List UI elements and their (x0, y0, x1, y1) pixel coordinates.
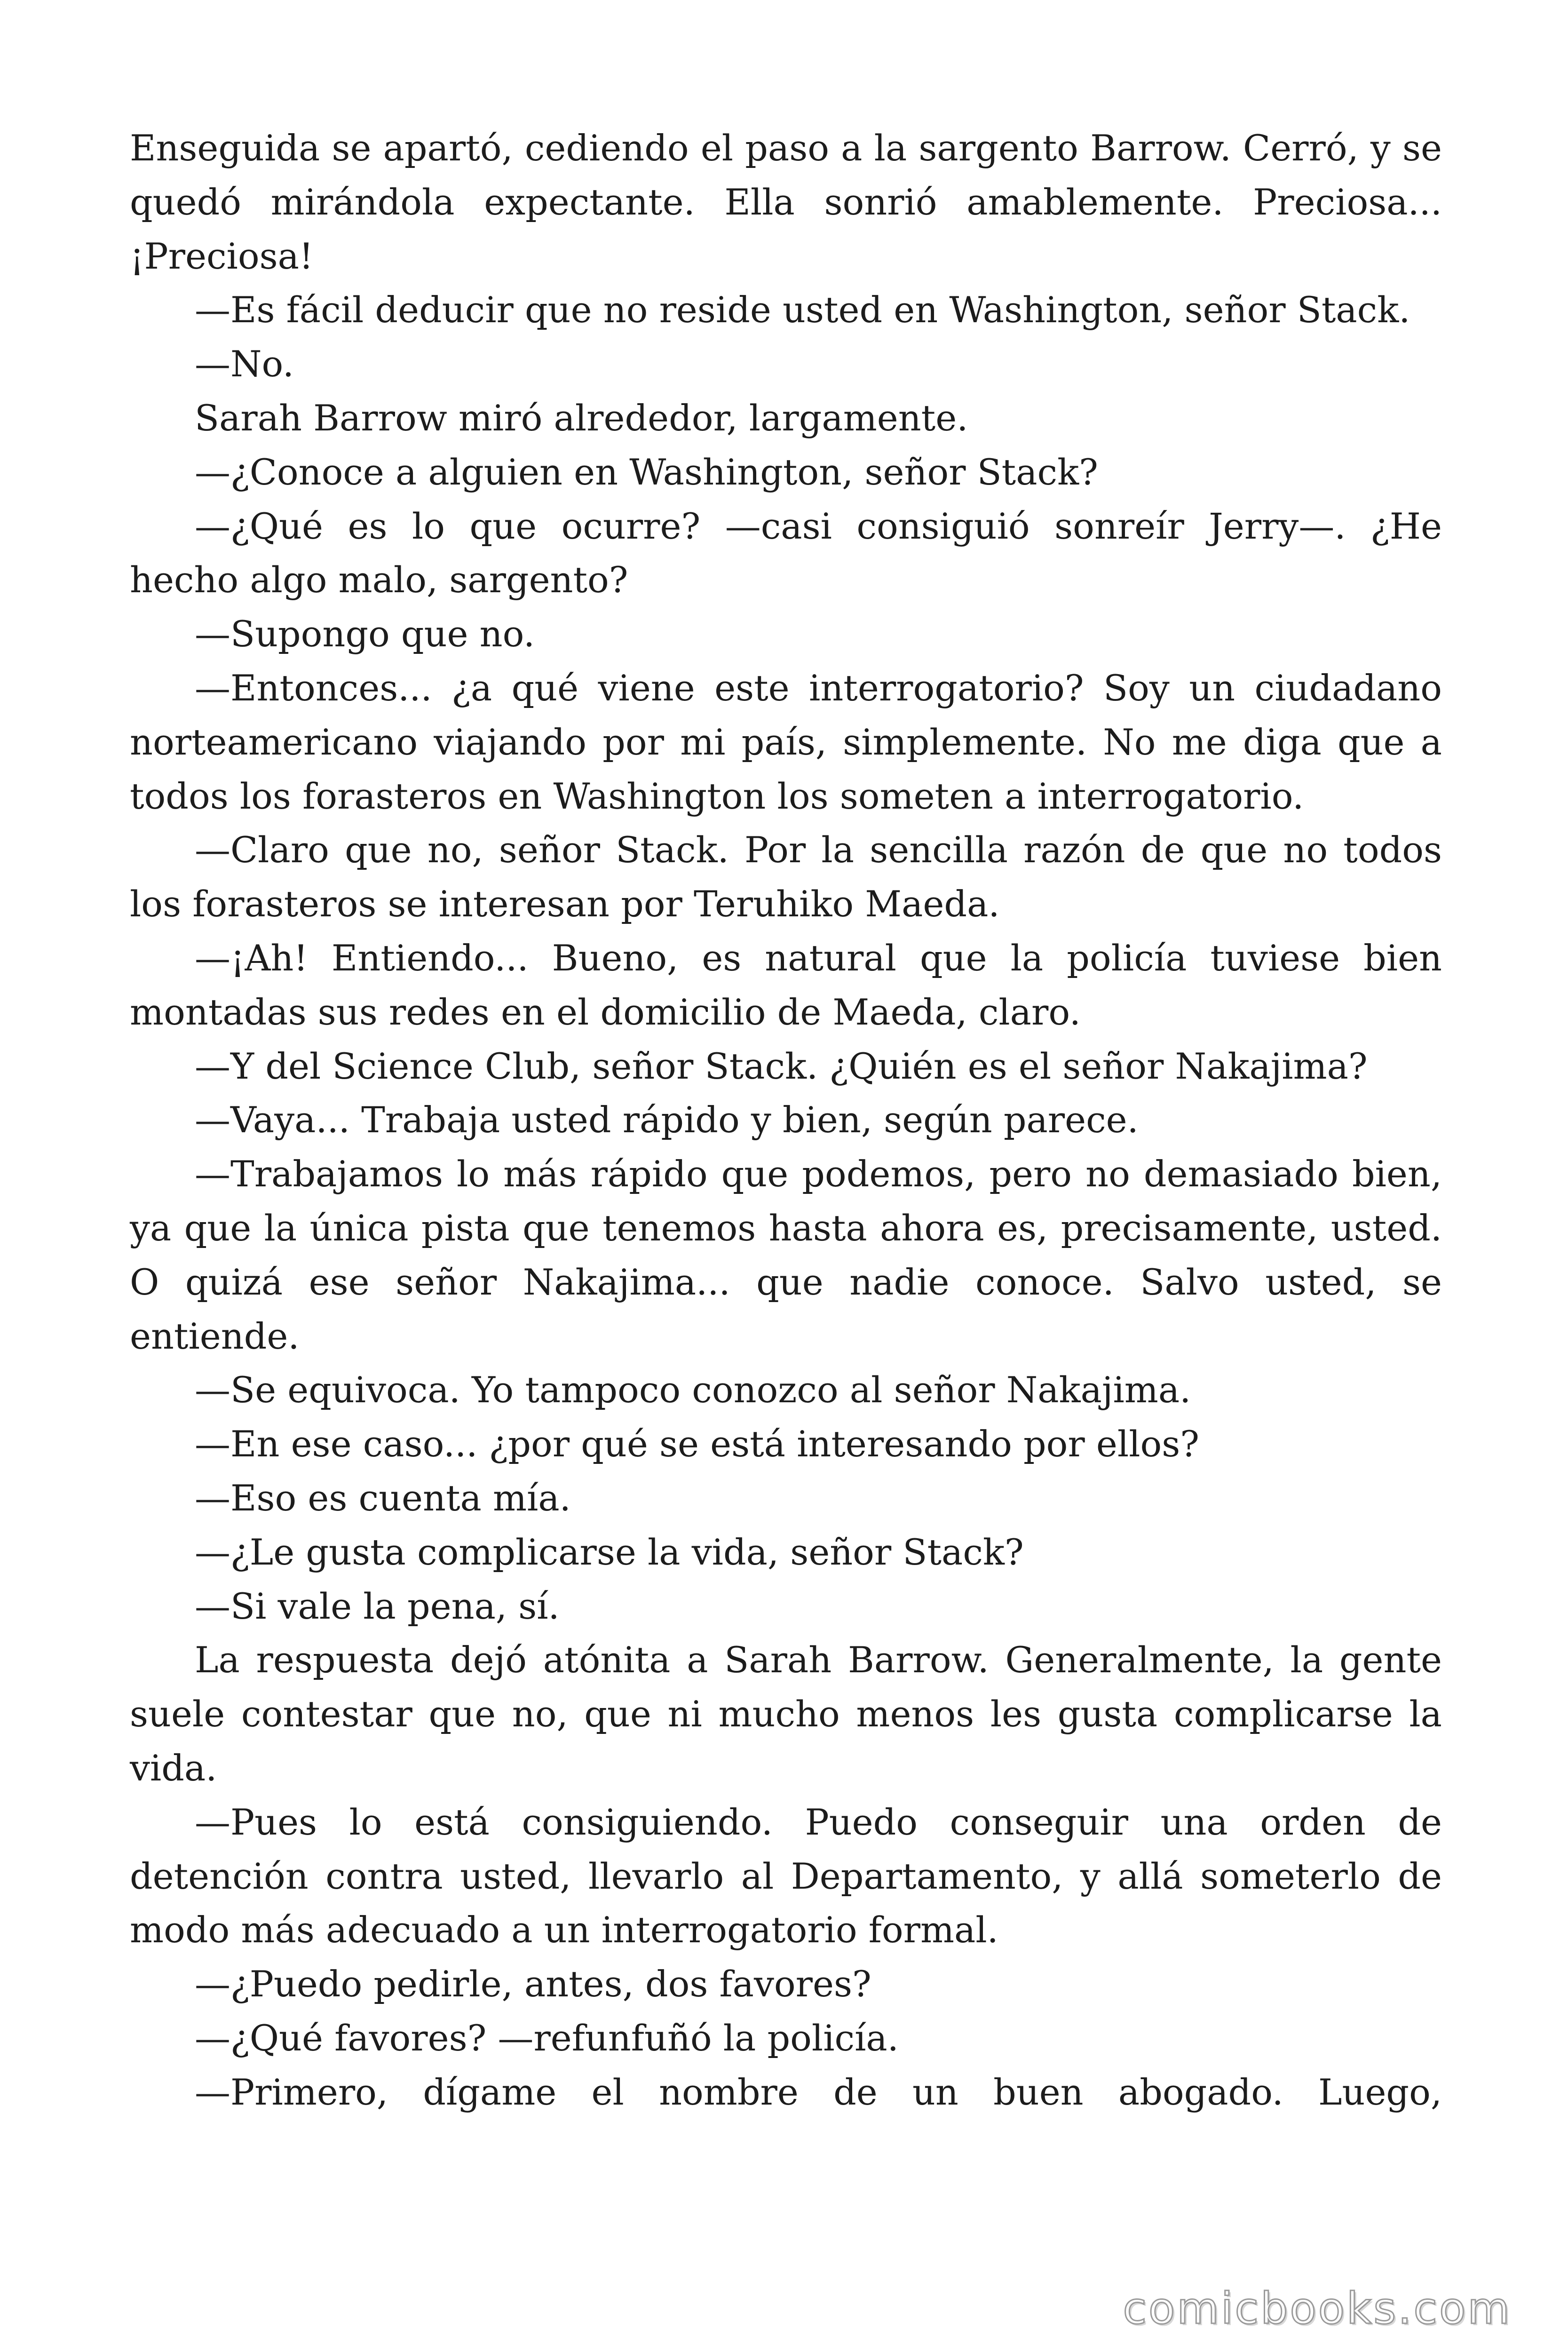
paragraph: —Eso es cuenta mía. (195, 1477, 571, 1519)
paragraph: —¿Le gusta complicarse la vida, señor Stack? (195, 1531, 1024, 1573)
paragraph: —Vaya... Trabaja usted rápido y bien, según parece. (195, 1099, 1139, 1141)
paragraph: —¿Qué favores? —refunfuñó la policía. (195, 2017, 899, 2059)
body-text (130, 121, 1442, 2119)
paragraph: —¿Qué es lo que ocurre? —casi consiguió sonreír Jerry—. ¿He hecho algo malo, sargento? (130, 505, 1442, 601)
paragraph: —Trabajamos lo más rápido que podemos, pero no demasiado bien, ya que la única pista que tenemos hasta ahora es, precisamente, usted. O quizá ese señor Nakajima... que nadie conoce. Salvo usted, se entiende. (130, 1153, 1442, 1357)
paragraph: —Se equivoca. Yo tampoco conozco al señor Nakajima. (195, 1369, 1191, 1411)
paragraph: —Supongo que no. (195, 613, 535, 655)
paragraph: Sarah Barrow miró alrededor, largamente. (195, 397, 968, 439)
paragraph: —Pues lo está consiguiendo. Puedo conseguir una orden de detención contra usted, llevarlo al Departamento, y allá someterlo de modo más adecuado a un interrogatorio formal. (130, 1801, 1442, 1951)
paragraph: —¿Puedo pedirle, antes, dos favores? (195, 1963, 871, 2005)
paragraph: —¡Ah! Entiendo... Bueno, es natural que la policía tuviese bien montadas sus redes en el domicilio de Maeda, claro. (130, 937, 1442, 1033)
paragraph: —Claro que no, señor Stack. Por la sencilla razón de que no todos los forasteros se interesan por Teruhiko Maeda. (130, 829, 1442, 925)
paragraph: —Primero, dígame el nombre de un buen abogado. Luego, (195, 2071, 1442, 2113)
paragraph: —¿Conoce a alguien en Washington, señor Stack? (195, 451, 1098, 493)
paragraph: La respuesta dejó atónita a Sarah Barrow. Generalmente, la gente suele contestar que no, que ni mucho menos les gusta complicarse la vida. (130, 1639, 1442, 1789)
paragraph: Enseguida se apartó, cediendo el paso a la sargento Barrow. Cerró, y se quedó mirándola expectante. Ella sonrió amablemente. Preciosa... ¡Preciosa! (130, 127, 1442, 277)
watermark: comicbooks.com (1123, 2283, 1512, 2334)
paragraph: —No. (195, 343, 294, 385)
paragraph: —Si vale la pena, sí. (195, 1585, 560, 1627)
paragraph: —En ese caso... ¿por qué se está interesando por ellos? (195, 1423, 1200, 1465)
paragraph: —Entonces... ¿a qué viene este interrogatorio? Soy un ciudadano norteamericano viajando por mi país, simplemente. No me diga que a todos los forasteros en Washington los someten a interrogatorio. (130, 667, 1442, 817)
paragraph: —Y del Science Club, señor Stack. ¿Quién es el señor Nakajima? (195, 1045, 1368, 1087)
paragraph: —Es fácil deducir que no reside usted en Washington, señor Stack. (195, 289, 1410, 331)
